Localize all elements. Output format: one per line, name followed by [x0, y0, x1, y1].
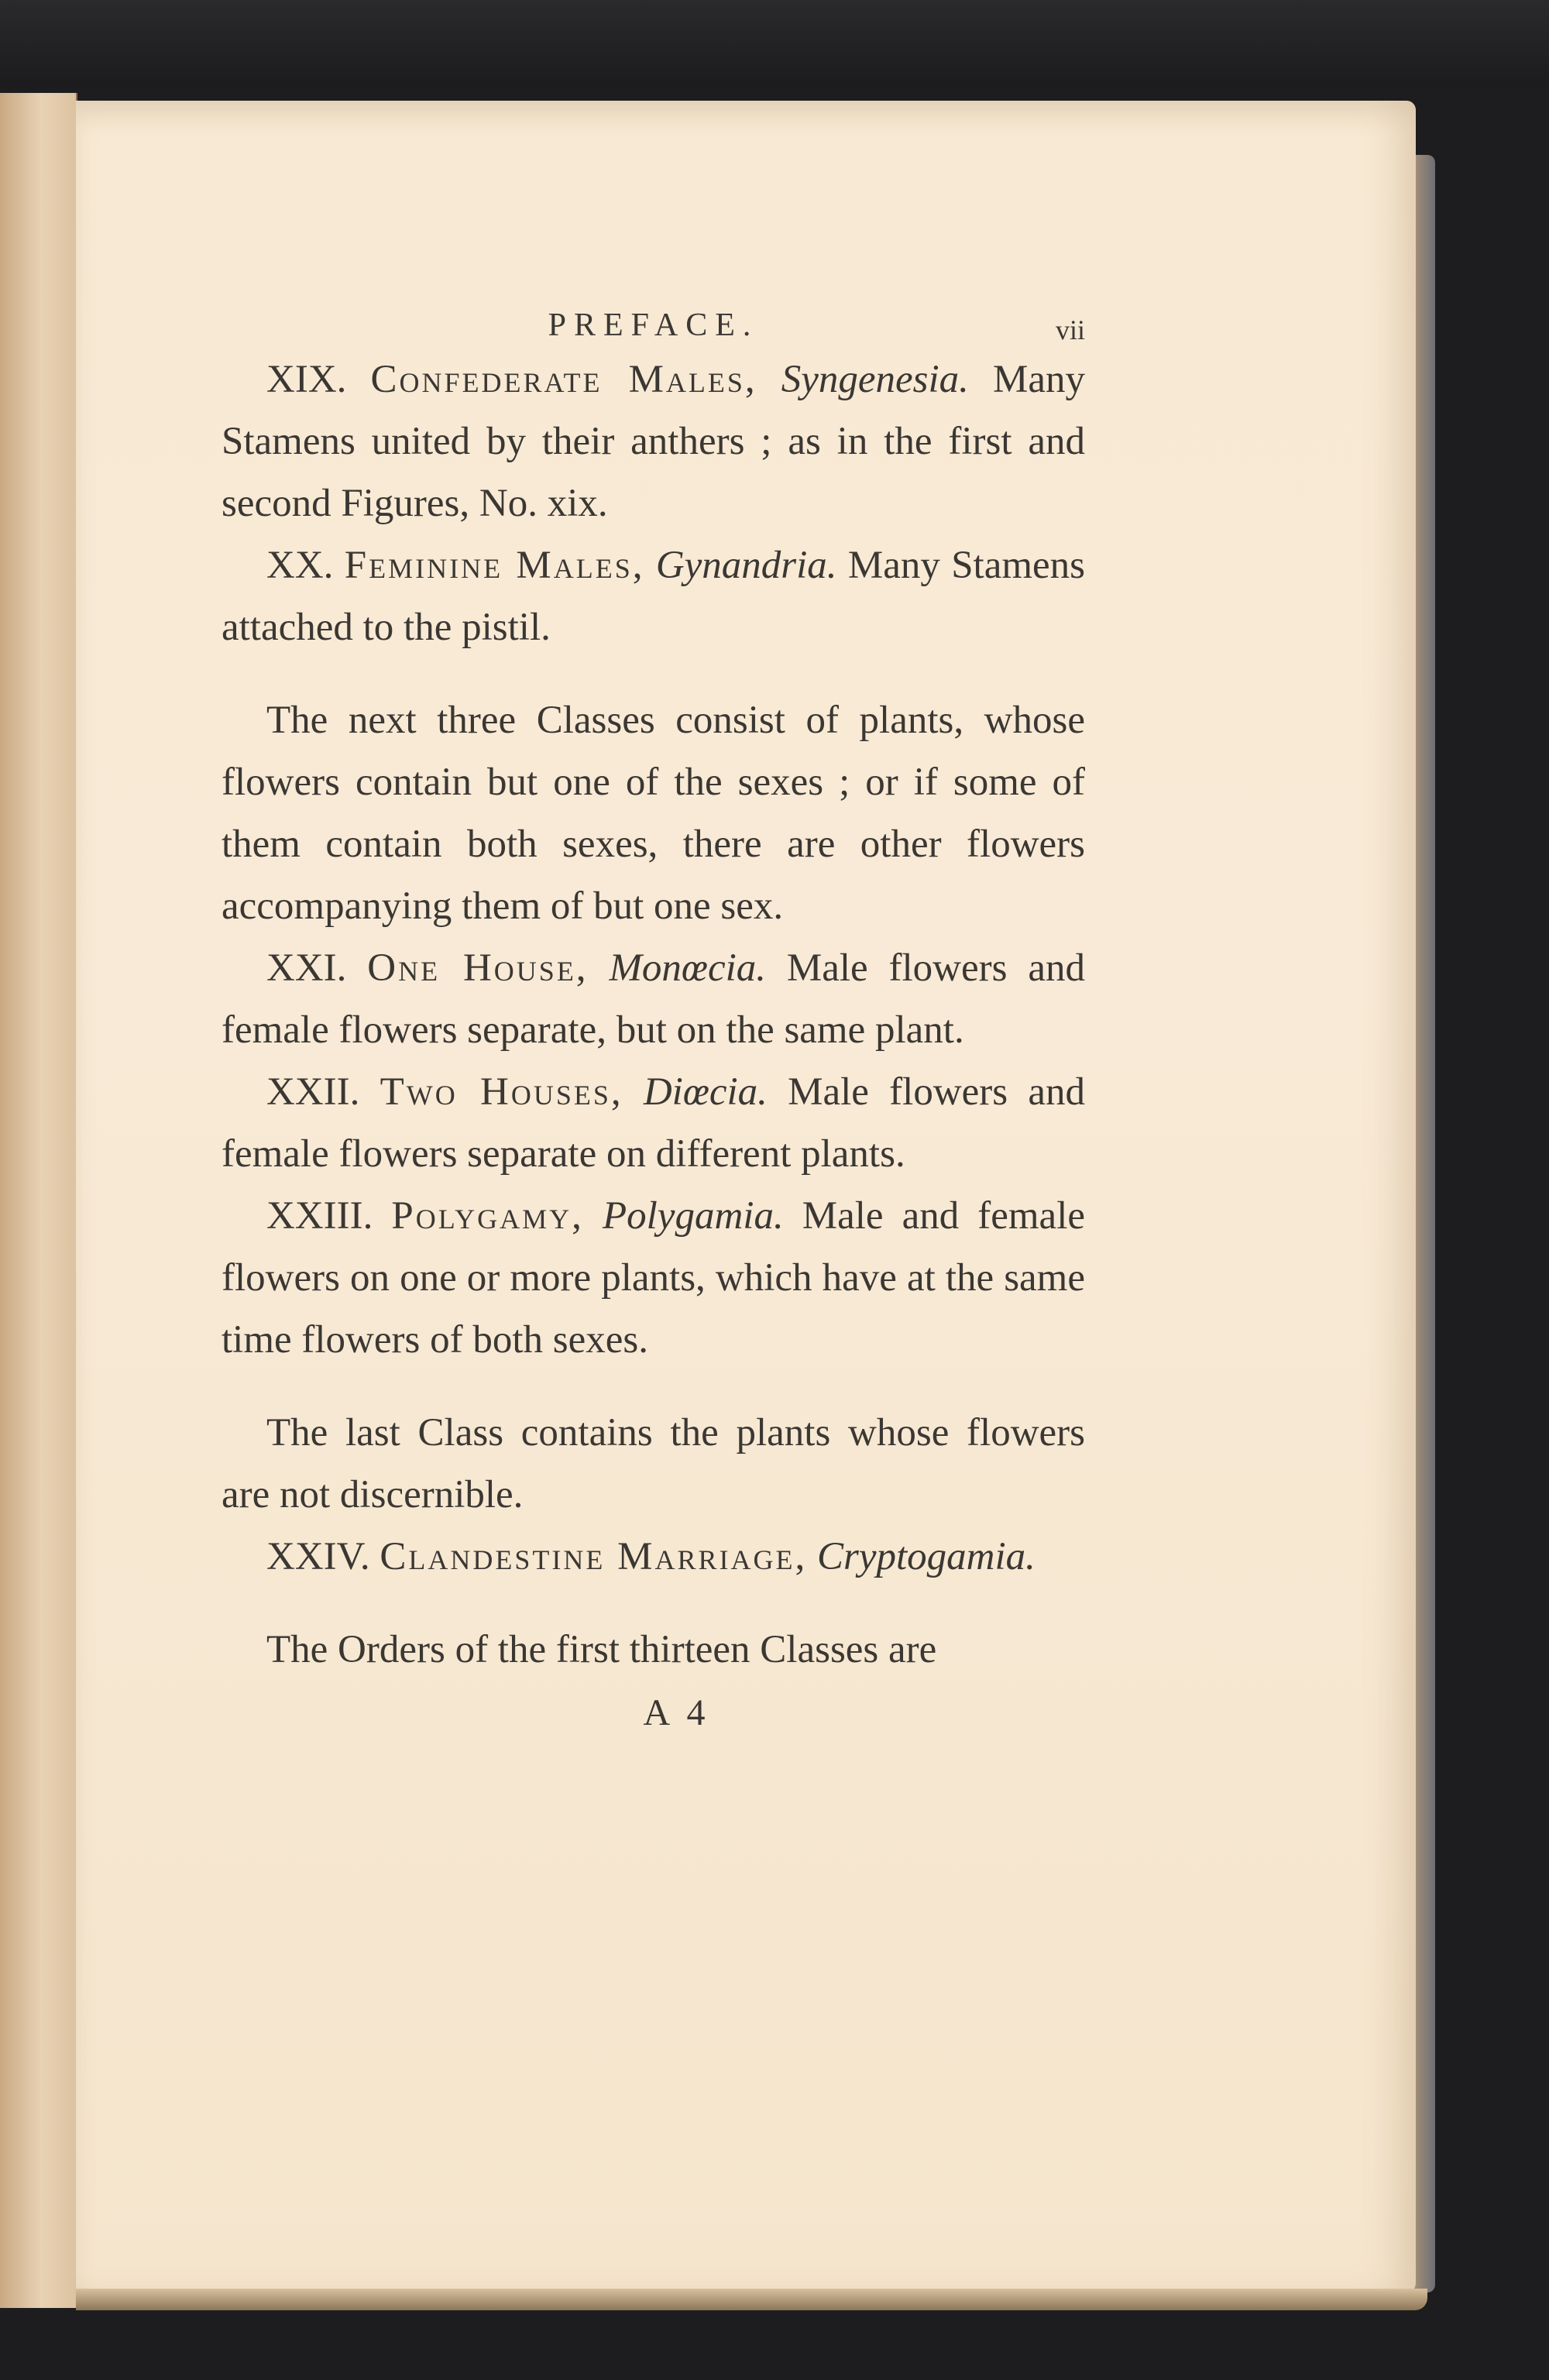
entry-name: Polygamy, [391, 1194, 584, 1238]
entry-name: One House, [367, 946, 589, 990]
entry-latin: Gynandria. [655, 544, 837, 587]
entry-latin: Syngenesia. [781, 358, 969, 401]
paragraph-next-three-classes: The next three Classes consist of plants, whose flowers contain but one of the sexes ; or if some of them contain both sexes, there are other flowers accompanying them of but one sex. [222, 699, 1085, 928]
paragraph-orders: The Orders of the first thirteen Classes are [266, 1628, 937, 1671]
paragraph-last-class: The last Class contains the plants whose flowers are not discernible. [222, 1411, 1085, 1516]
entry-20 [222, 534, 1085, 658]
entry-22 [222, 1061, 1085, 1185]
entry-name: Feminine Males, [344, 544, 645, 587]
entry-name: Two Houses, [380, 1070, 623, 1114]
entry-numeral: XX. [266, 544, 334, 587]
entry-description: Male flowers and female flowers separate on different plants. [222, 1070, 1085, 1176]
entry-latin: Monœcia. [609, 946, 766, 990]
entry-latin: Polygamia. [602, 1194, 784, 1238]
entry-description: Male flowers and female flowers separate, but on the same plant. [222, 946, 1085, 1052]
entry-numeral: XIX. [266, 358, 347, 401]
entry-description: Male and female flowers on one or more plants, which have at the same time flowers of both sexes. [222, 1194, 1085, 1362]
entry-name: Clandestine Marriage, [380, 1535, 808, 1578]
entry-latin: Diœcia. [643, 1070, 768, 1114]
entry-numeral: XXIII. [266, 1194, 373, 1238]
running-head [222, 294, 1085, 349]
entry-numeral: XXII. [266, 1070, 360, 1114]
backdrop [0, 0, 1549, 85]
page-bottom-edge [76, 2289, 1427, 2310]
page-number: vii [1055, 314, 1085, 345]
entry-23 [222, 1185, 1085, 1371]
entry-description: Many Stamens attached to the pistil. [222, 544, 1086, 649]
running-title: PREFACE. [548, 307, 759, 343]
previous-page-edge [0, 93, 77, 2308]
entry-description: Many Stamens united by their anthers ; as in the first and second Figures, No. xix. [222, 358, 1085, 525]
signature-mark: A 4 [643, 1692, 710, 1733]
page-text [222, 294, 1085, 1744]
entry-21 [222, 937, 1085, 1061]
entry-numeral: XXI. [266, 946, 347, 990]
entry-latin: Cryptogamia. [816, 1535, 1036, 1578]
entry-name: Confederate Males, [370, 358, 757, 401]
entry-19 [222, 349, 1085, 534]
entry-24 [222, 1526, 1085, 1588]
entry-numeral: XXIV. [266, 1535, 370, 1578]
